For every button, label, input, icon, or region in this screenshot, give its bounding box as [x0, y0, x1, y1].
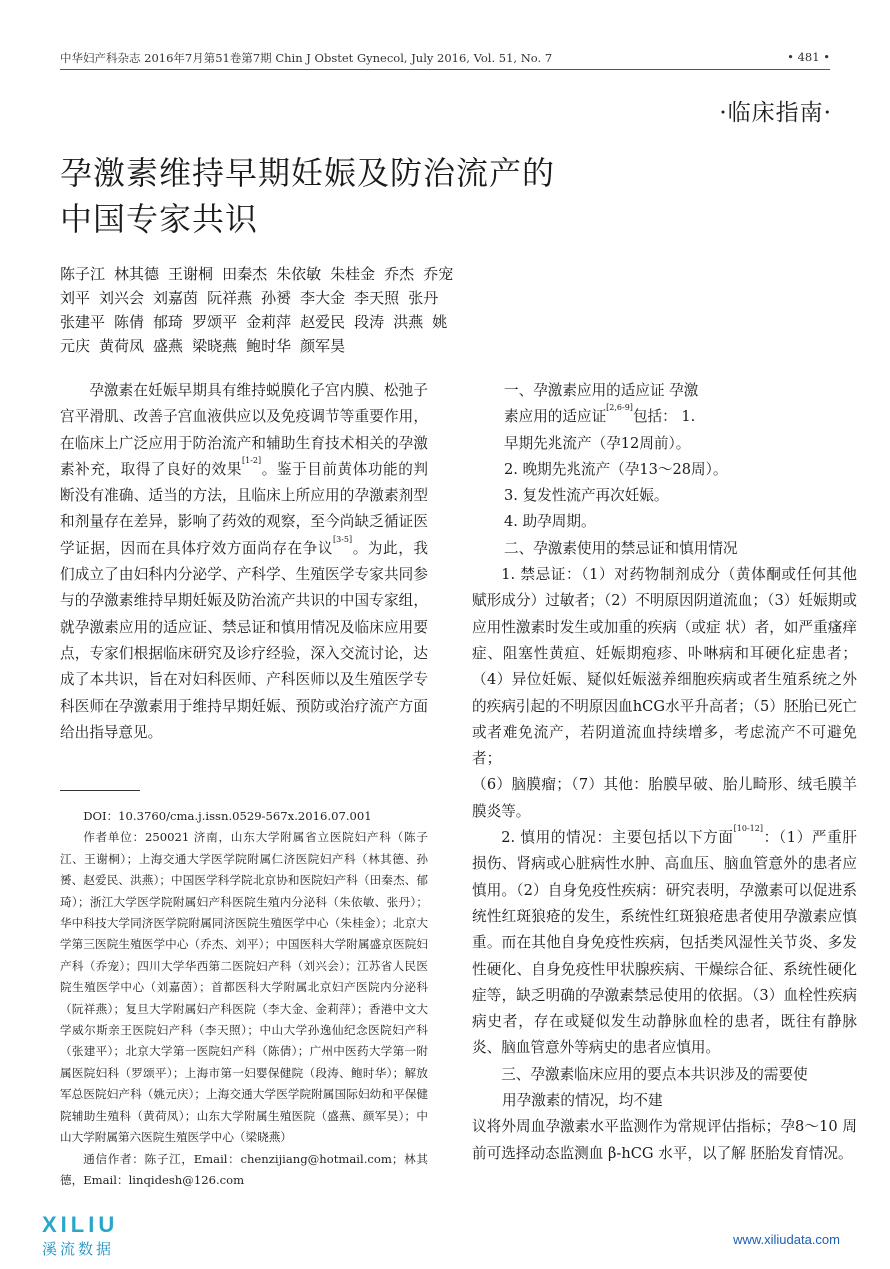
- author-line: 刘平 刘兴会 刘嘉茵 阮祥燕 孙赟 李大金 李天照 张丹: [60, 289, 439, 307]
- journal-citation: 中华妇产科杂志 2016年7月第51卷第7期 Chin J Obstet Gynecol, July 2016, Vol. 51, No. 7: [60, 51, 553, 65]
- title-line-1: 孕激素维持早期妊娠及防治流产的: [60, 154, 556, 192]
- section-1-intro: 素应用的适应证[2,6-9]包括： 1.: [504, 403, 696, 426]
- contraindications: 1. 禁忌证：（1）对药物制剂成分（黄体酮或任何其他赋形成分）过敏者；（2）不明原因阴道流血；（3）妊娠期或应用性激素时发生或加重的疾病（或症 状）者，如严重瘙痒症、阻塞性黄疸、妊娠期疱疹、卟啉病和耳硬化症患者；（4）异位妊娠、疑似妊娠滋养细胞疾病或者生殖系统之外的疾病引起的不明原因血hCG水平升高者；（5）胚胎已死亡或者难免流产，若阴道流血持续增多，考虑流产不可避免者；: [472, 566, 857, 768]
- footnotes: [60, 806, 428, 1191]
- author-line: 张建平 陈倩 郁琦 罗颂平 金莉萍 赵爱民 段涛 洪燕 姚: [60, 313, 448, 331]
- list-item: 4. 助孕周期。: [504, 513, 596, 531]
- body-left-column: [60, 378, 428, 746]
- logo-wordmark: XILIU: [42, 1212, 119, 1237]
- watermark-url: www.xiliudata.com: [733, 1232, 840, 1247]
- page-number: • 481 •: [787, 50, 830, 64]
- corresponding-author: 通信作者：陈子江，Email：chenzijiang@hotmail.com；林其德，Email：linqidesh@126.com: [60, 1151, 428, 1187]
- author-line: 元庆 黄荷凤 盛燕 梁晓燕 鲍时华 颜军昊: [60, 337, 346, 355]
- doi: DOI：10.3760/cma.j.issn.0529-567x.2016.07.001: [83, 809, 372, 823]
- article-title: [60, 150, 555, 242]
- contraindications-cont: （6）脑膜瘤；（7）其他：胎膜早破、胎儿畸形、绒毛膜羊膜炎等。: [472, 776, 857, 820]
- watermark-logo: [42, 1212, 152, 1258]
- section-tag: ·临床指南·: [719, 100, 832, 126]
- citation: [2,6-9]: [606, 403, 633, 413]
- footnote-divider: [60, 790, 140, 791]
- section-3-heading: 三、孕激素临床应用的要点本共识涉及的需要使: [501, 1065, 808, 1083]
- author-line: 陈子江 林其德 王谢桐 田秦杰 朱依敏 朱桂金 乔杰 乔宠: [60, 265, 454, 283]
- list-item: 3. 复发性流产再次妊娠。: [504, 487, 669, 505]
- cautions: 2. 慎用的情况：主要包括以下方面[10-12]：（1）严重肝损伤、肾病或心脏病性水肿、高血压、脑血管意外的患者应慎用。（2）自身免疫性疾病：研究表明，孕激素可以促进系统性红斑狼疮的发生，系统性红斑狼疮患者使用孕激素应慎重。而在其他自身免疫性疾病，包括类风湿性关节炎、多发性硬化、自身免疫性甲状腺疾病、干燥综合征、系统性硬化症等，缺乏明确的孕激素禁忌使用的依据。（3）血栓性疾病病史者，存在或疑似发生动静脉血栓的患者，既往有静脉炎、脑血管意外等病史的患者应慎用。: [472, 824, 857, 1057]
- title-line-2: 中国专家共识: [60, 200, 259, 238]
- section-2-heading: 二、孕激素使用的禁忌证和慎用情况: [504, 539, 738, 557]
- intro-paragraph: 孕激素在妊娠早期具有维持蜕膜化子宫内膜、松弛子宫平滑肌、改善子宫血液供应以及免疫调节等重要作用，在临床上广泛应用于防治流产和辅助生育技术相关的孕激素补充，取得了良好的效果[1-2]。鉴于目前黄体功能的判断没有准确、适当的方法，且临床上所应用的孕激素剂型和剂量存在差异，影响了药效的观察，至今尚缺乏循证医学证据，因而在具体疗效方面尚存在争议[3-5]。为此，我们成立了由妇科内分泌学、产科学、生殖医学专家共同参与的孕激素维持早期妊娠及防治流产共识的中国专家组，就孕激素应用的适应证、禁忌证和慎用情况及临床应用要点，专家们根据临床研究及诊疗经验，深入交流讨论，达成了本共识，旨在对妇科医师、产科医师以及生殖医学专科医师在孕激素用于维持早期妊娠、预防或治疗流产方面给出指导意见。: [60, 382, 428, 741]
- citation: [10-12]: [733, 824, 763, 834]
- author-list: [60, 262, 560, 358]
- list-item: 早期先兆流产（孕12周前）。: [504, 434, 691, 452]
- body-right-column: [472, 378, 857, 1167]
- affiliations: 作者单位：250021 济南，山东大学附属省立医院妇产科（陈子江、王谢桐）；上海交通大学医学院附属仁济医院妇产科（林其德、孙赟、赵爱民、洪燕）；中国医学科学院北京协和医院妇产科（田秦杰、郁琦）；浙江大学医学院附属妇产科医院生殖内分泌科（朱依敏、张丹）；华中科技大学同济医学院附属同济医院生殖医学中心（朱桂金）；北京大学第三医院生殖医学中心（乔杰、刘平）；中国医科大学附属盛京医院妇产科（乔宠）；四川大学华西第二医院妇产科（刘兴会）；江苏省人民医院生殖医学中心（刘嘉茵）；首都医科大学附属北京妇产医院内分泌科（阮祥燕）；复旦大学附属妇产科医院（李大金、金莉萍）；香港中文大学威尔斯亲王医院妇产科（李天照）；中山大学孙逸仙纪念医院妇产科（张建平）；北京大学第一医院妇产科（陈倩）；广州中医药大学第一附属医院妇科（罗颂平）；上海市第一妇婴保健院（段涛、鲍时华）；解放军总医院妇产科（姚元庆）；上海交通大学医学院附属国际妇幼和平保健院辅助生殖科（黄荷凤）；山东大学附属生殖医院（盛燕、颜军昊）；中山大学附属第六医院生殖医学中心（梁晓燕）: [60, 830, 428, 1145]
- section-3-paragraph: 议将外周血孕激素水平监测作为常规评估指标；孕8～10 周前可选择动态监测血 β-hCG 水平，以了解 胚胎发育情况。: [472, 1118, 857, 1162]
- logo-chinese: 溪流数据: [42, 1241, 115, 1258]
- section-1-heading: 一、孕激素应用的适应证 孕激: [504, 382, 699, 399]
- section-3-heading-cont: 用孕激素的情况，均不建: [502, 1092, 663, 1110]
- citation: [3-5]: [333, 534, 353, 544]
- list-item: 2. 晚期先兆流产（孕13～28周）。: [504, 460, 728, 478]
- running-header: [60, 50, 830, 70]
- citation: [1-2]: [242, 455, 262, 465]
